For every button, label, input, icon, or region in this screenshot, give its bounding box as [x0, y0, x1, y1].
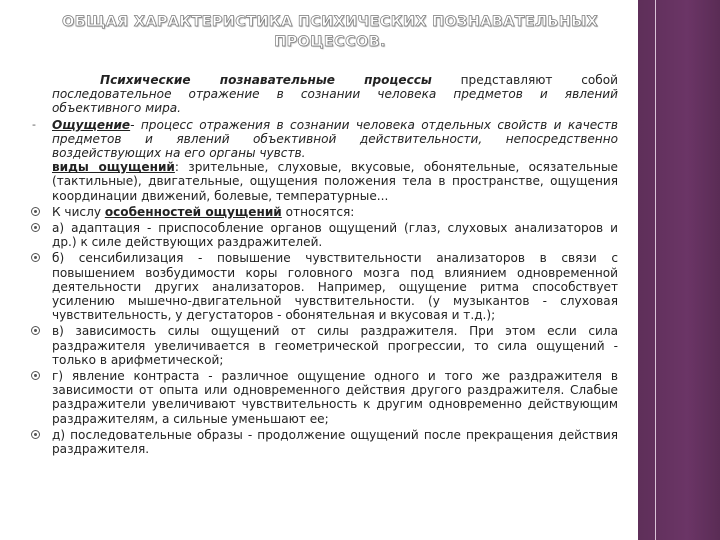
sensation-paragraph — [30, 118, 618, 203]
intro-paragraph — [30, 73, 618, 116]
bullet-icon — [31, 207, 40, 216]
bullet-icon — [31, 326, 40, 335]
item-text: а) адаптация - приспособление органов ощущений (глаз, слуховых анализаторов и др.) к силе действующих раздражителей. — [52, 221, 618, 250]
list-item — [30, 221, 618, 249]
intro-verb: представляют собой — [431, 73, 618, 87]
types-text: : зрительные, слуховые, вкусовые, обонятельные, осязательные (тактильные), двигательные, ощущения положения тела в пространстве, ощущения координации движений, болевые, температурные... — [52, 160, 618, 203]
intro-definition: последовательное отражение в сознании человека предметов и явлений объективного мира. — [52, 87, 618, 116]
sensation-term: Ощущение — [52, 117, 131, 132]
bullet-icon — [31, 253, 40, 262]
item-text: в) зависимость силы ощущений от силы раздражителя. При этом если сила раздражителя увеличивается в геометрической прогрессии, то сила ощущений - только в арифметической; — [52, 324, 618, 367]
list-item — [30, 251, 618, 322]
sidebar-divider — [655, 0, 656, 540]
list-item — [30, 205, 618, 219]
slide-content — [30, 73, 618, 456]
title-line-1: ОБЩАЯ ХАРАКТЕРИСТИКА ПСИХИЧЕСКИХ ПОЗНАВАТЕЛЬНЫХ — [62, 14, 598, 30]
item-text: б) сенсибилизация - повышение чувствительности анализаторов в связи с повышением возбудимости коры головного мозга под влиянием одновременной деятельности других анализаторов. Например, ощущение ритма способствует усилению мышечно-двигательной чувствительности. (у музыкантов - слуховая чувствительность, у дегустаторов - обонятельная и вкусовая и т.д.); — [52, 251, 618, 323]
item-text: г) явление контраста - различное ощущение одного и того же раздражителя в зависимости от опыта или одновременного действия другого раздражителя. Слабые раздражители увеличивают чувствительность к другим одновременно действующим раздражителям, а сильные уменьшают ее; — [52, 369, 618, 426]
decorative-sidebar — [638, 0, 720, 540]
list-item — [30, 369, 618, 426]
features-tail: относятся: — [281, 204, 355, 219]
features-lead: К числу — [52, 204, 105, 219]
list-item — [30, 428, 618, 456]
bullet-icon — [31, 371, 40, 380]
dash-marker: - — [32, 117, 36, 131]
types-label: виды ощущений — [52, 160, 175, 175]
features-label: особенностей ощущений — [104, 204, 282, 219]
slide-title — [60, 12, 600, 52]
list-item — [30, 324, 618, 367]
intro-term: Психические познавательные процессы — [100, 73, 432, 87]
bullet-icon — [31, 430, 40, 439]
item-text: д) последовательные образы - продолжение ощущений после прекращения действия раздражителя. — [52, 427, 618, 457]
title-line-2: ПРОЦЕССОВ. — [274, 34, 386, 50]
bullet-icon — [31, 223, 40, 232]
sensation-definition: - процесс отражения в сознании человека отдельных свойств и качеств предметов и явлений объективной действительности, непосредственно воздействующих на его органы чувств. — [52, 117, 618, 161]
